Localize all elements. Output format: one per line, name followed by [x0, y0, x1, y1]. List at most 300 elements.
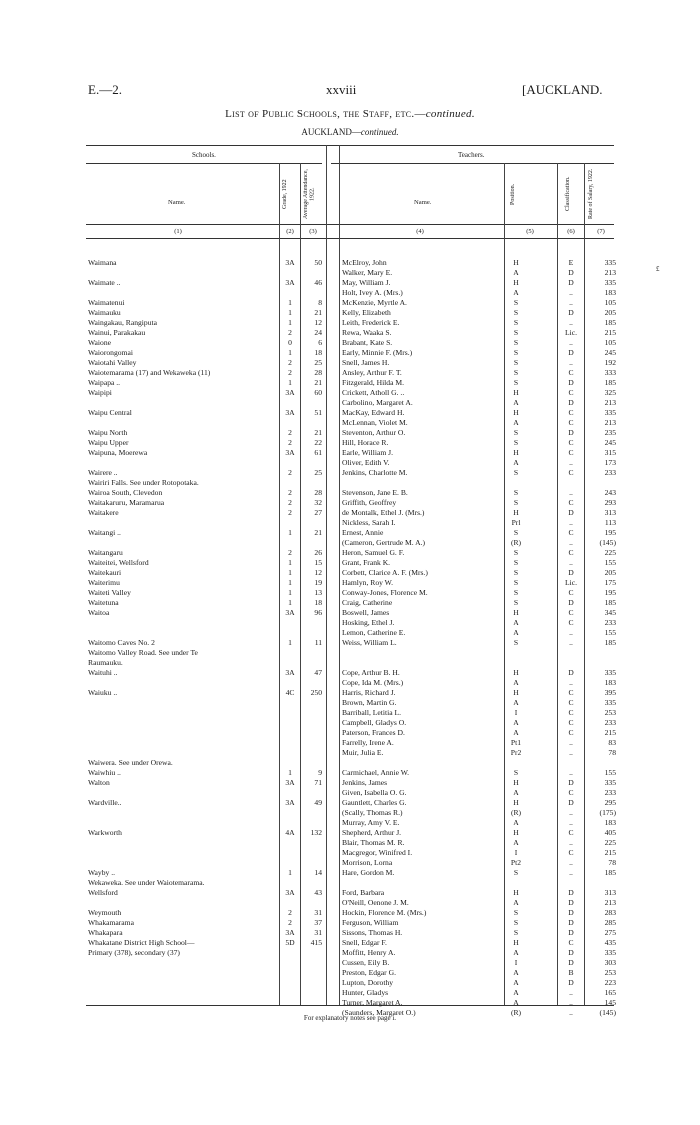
classification-header: Classification.	[565, 176, 571, 212]
attendance-header: Average Attendance, 1922.	[303, 169, 316, 219]
position-cell: S	[513, 348, 519, 357]
position-cell: H	[513, 828, 519, 837]
table-row	[0, 418, 700, 428]
classification-cell: C	[568, 468, 574, 477]
teacher-name-cell: Fitzgerald, Hilda M.	[342, 378, 405, 387]
salary-cell: 183	[604, 288, 616, 297]
table-row	[0, 568, 700, 578]
grade-cell: 3A	[285, 408, 295, 417]
classification-cell: ..	[569, 748, 573, 757]
teacher-name-cell: Carmichael, Annie W.	[342, 768, 410, 777]
grade-cell: 1	[288, 348, 292, 357]
salary-cell: 223	[604, 978, 616, 987]
teacher-name-cell: Snell, Edgar F.	[342, 938, 387, 947]
teacher-name-cell: Cussen, Eily B.	[342, 958, 390, 967]
position-cell: (R)	[510, 808, 522, 817]
position-cell: S	[513, 318, 519, 327]
teacher-name-cell: (Cameron, Gertrude M. A.)	[342, 538, 426, 547]
table-row	[0, 738, 700, 748]
teacher-name-cell: Murray, Amy V. E.	[342, 818, 400, 827]
salary-cell: 205	[604, 308, 616, 317]
classification-cell: ..	[569, 818, 573, 827]
school-name-cell: Whakatane District High School—	[88, 938, 195, 947]
school-name-cell: Waiwera. See under Orewa.	[88, 758, 173, 767]
attendance-cell: 18	[314, 598, 322, 607]
classification-cell: ..	[569, 1008, 573, 1017]
salary-cell: 275	[604, 928, 616, 937]
attendance-cell: 28	[314, 488, 322, 497]
salary-header: Rate of Salary, 1922.	[588, 168, 594, 220]
classification-cell: C	[568, 548, 574, 557]
teacher-name-cell: Hamlyn, Roy W.	[342, 578, 394, 587]
grade-cell: 1	[288, 768, 292, 777]
salary-cell: 233	[604, 788, 616, 797]
position-cell: (R)	[510, 538, 522, 547]
table-row	[0, 558, 700, 568]
school-name-cell: Warkworth	[88, 828, 122, 837]
table-row	[0, 728, 700, 738]
school-name-cell: Waipipi	[88, 388, 112, 397]
teacher-name-cell: Earle, William J.	[342, 448, 394, 457]
teacher-name-cell: McElroy, John	[342, 258, 387, 267]
teacher-name-cell: Hare, Gordon M.	[342, 868, 395, 877]
position-cell: H	[513, 608, 519, 617]
teacher-name-cell: Jenkins, Charlotte M.	[342, 468, 408, 477]
table-row	[0, 578, 700, 588]
classification-cell: C	[568, 438, 574, 447]
grade-cell: 2	[288, 548, 292, 557]
table-row	[0, 888, 700, 898]
table-row	[0, 828, 700, 838]
teacher-name-cell: McKenzie, Myrtle A.	[342, 298, 407, 307]
salary-cell: 335	[604, 258, 616, 267]
teacher-name-cell: Preston, Edgar G.	[342, 968, 396, 977]
table-row	[0, 748, 700, 758]
salary-cell: 192	[604, 358, 616, 367]
attendance-cell: 13	[314, 588, 322, 597]
position-cell: S	[513, 598, 519, 607]
position-cell: S	[513, 868, 519, 877]
classification-cell: C	[568, 408, 574, 417]
attendance-cell: 26	[314, 548, 322, 557]
attendance-cell: 60	[314, 388, 322, 397]
salary-cell: 325	[604, 388, 616, 397]
teacher-name-cell: Morrison, Lorna	[342, 858, 393, 867]
teacher-name-cell: Hockin, Florence M. (Mrs.)	[342, 908, 427, 917]
classification-cell: ..	[569, 458, 573, 467]
school-name-cell: Wekaweka. See under Waiotemarama.	[88, 878, 205, 887]
salary-cell: (145)	[599, 1008, 616, 1017]
column-number-top-rule	[86, 224, 614, 225]
salary-cell: 233	[604, 718, 616, 727]
classification-cell: D	[568, 778, 574, 787]
table-row	[0, 818, 700, 828]
classification-cell: ..	[569, 318, 573, 327]
position-cell: S	[513, 468, 519, 477]
column-number: (5)	[526, 228, 534, 235]
classification-cell: ..	[569, 738, 573, 747]
school-name-cell: Walton	[88, 778, 110, 787]
salary-cell: 313	[604, 508, 616, 517]
salary-cell: 155	[604, 768, 616, 777]
teacher-name-cell: Carbolino, Margaret A.	[342, 398, 413, 407]
classification-cell: C	[568, 368, 574, 377]
classification-cell: C	[568, 388, 574, 397]
salary-cell: 335	[604, 948, 616, 957]
school-name-cell: Waiotahi Valley	[88, 358, 137, 367]
salary-cell: 145	[604, 998, 616, 1007]
teacher-name-cell: Griffith, Geoffrey	[342, 498, 397, 507]
position-cell: S	[513, 308, 519, 317]
salary-cell: 333	[604, 368, 616, 377]
position-cell: S	[513, 768, 519, 777]
salary-cell: 215	[604, 328, 616, 337]
page-title-continued: continued.	[425, 108, 475, 120]
position-cell: A	[513, 788, 519, 797]
school-name-cell: Whakamarama	[88, 918, 134, 927]
position-cell: S	[513, 638, 519, 647]
table-row	[0, 868, 700, 878]
classification-cell: D	[568, 398, 574, 407]
table-row	[0, 938, 700, 948]
position-cell: A	[513, 728, 519, 737]
salary-cell: 175	[604, 578, 616, 587]
classification-cell: D	[568, 428, 574, 437]
attendance-cell: 12	[314, 318, 322, 327]
position-cell: A	[513, 288, 519, 297]
salary-cell: 205	[604, 568, 616, 577]
table-row	[0, 978, 700, 988]
classification-cell: D	[568, 378, 574, 387]
grade-header: Grade, 1922	[282, 179, 288, 209]
attendance-cell: 61	[314, 448, 322, 457]
school-name-cell: Waitakere	[88, 508, 119, 517]
position-cell: Pt1	[510, 738, 522, 747]
classification-cell: D	[568, 268, 574, 277]
position-cell: Prl	[511, 518, 521, 527]
salary-cell: 215	[604, 728, 616, 737]
teacher-name-cell: Walker, Mary E.	[342, 268, 393, 277]
teacher-name-cell: Stevenson, Jane E. B.	[342, 488, 408, 497]
column-number: (3)	[309, 228, 317, 235]
grade-cell: 4C	[285, 688, 295, 697]
table-row	[0, 508, 700, 518]
teacher-name-cell: Turner, Margaret A.	[342, 998, 403, 1007]
table-row	[0, 878, 700, 888]
classification-cell: ..	[569, 988, 573, 997]
position-cell: A	[513, 718, 519, 727]
classification-cell: C	[568, 938, 574, 947]
position-cell: A	[513, 618, 519, 627]
table-row	[0, 278, 700, 288]
teacher-name-cell: Crickett, Atholl G. ..	[342, 388, 405, 397]
school-name-cell: Waitakaruru, Maramarua	[88, 498, 165, 507]
column-number: (1)	[174, 228, 182, 235]
salary-cell: 83	[608, 738, 616, 747]
teacher-name-cell: Conway-Jones, Florence M.	[342, 588, 428, 597]
classification-cell: D	[568, 798, 574, 807]
attendance-cell: 31	[314, 908, 322, 917]
attendance-cell: 21	[314, 528, 322, 537]
grade-cell: 3A	[285, 778, 295, 787]
position-cell: S	[513, 498, 519, 507]
grade-cell: 3A	[285, 258, 295, 267]
salary-cell: 335	[604, 278, 616, 287]
attendance-cell: 27	[314, 508, 322, 517]
position-cell: S	[513, 908, 519, 917]
table-row	[0, 648, 700, 658]
classification-cell: B	[568, 968, 574, 977]
attendance-cell: 18	[314, 348, 322, 357]
classification-cell: D	[568, 928, 574, 937]
salary-cell: 155	[604, 628, 616, 637]
position-cell: S	[513, 488, 519, 497]
column-number: (2)	[286, 228, 294, 235]
teacher-name-cell: Paterson, Frances D.	[342, 728, 405, 737]
classification-cell: C	[568, 828, 574, 837]
column-number: (7)	[597, 228, 605, 235]
salary-cell: 315	[604, 448, 616, 457]
salary-cell: 335	[604, 698, 616, 707]
table-row	[0, 988, 700, 998]
school-name-cell: Waitangaru	[88, 548, 123, 557]
salary-cell: 295	[604, 798, 616, 807]
salary-cell: 225	[604, 838, 616, 847]
teacher-name-cell: Lemon, Catherine E.	[342, 628, 406, 637]
grade-cell: 2	[288, 508, 292, 517]
page-reference: E.—2.	[88, 82, 122, 97]
table-row	[0, 338, 700, 348]
classification-cell: D	[568, 958, 574, 967]
attendance-cell: 96	[314, 608, 322, 617]
page-subtitle-continued: continued.	[360, 127, 399, 137]
teacher-name-cell: Nickless, Sarah I.	[342, 518, 396, 527]
attendance-cell: 50	[314, 258, 322, 267]
school-name-cell: Waiuku ..	[88, 688, 118, 697]
teacher-name-cell: Hunter, Gladys	[342, 988, 389, 997]
classification-cell: ..	[569, 488, 573, 497]
teacher-name-cell: Steventon, Arthur O.	[342, 428, 406, 437]
teacher-name-cell: Blair, Thomas M. R.	[342, 838, 405, 847]
position-cell: S	[513, 528, 519, 537]
grade-cell: 2	[288, 358, 292, 367]
position-cell: S	[513, 328, 519, 337]
salary-cell: 283	[604, 908, 616, 917]
grade-cell: 2	[288, 908, 292, 917]
table-row	[0, 658, 700, 668]
school-name-cell: Waipuna, Moerewa	[88, 448, 148, 457]
teacher-name-cell: Holt, Ivey A. (Mrs.)	[342, 288, 403, 297]
table-row	[0, 668, 700, 678]
school-name-cell: Waitoa	[88, 608, 110, 617]
attendance-cell: 415	[310, 938, 322, 947]
classification-cell: ..	[569, 678, 573, 687]
classification-cell: C	[568, 418, 574, 427]
salary-cell: 113	[604, 518, 616, 527]
table-row	[0, 308, 700, 318]
salary-cell: 243	[604, 488, 616, 497]
attendance-cell: 15	[314, 558, 322, 567]
attendance-cell: 47	[314, 668, 322, 677]
position-cell: A	[513, 458, 519, 467]
classification-cell: C	[568, 618, 574, 627]
grade-cell: 1	[288, 588, 292, 597]
grade-cell: 2	[288, 368, 292, 377]
classification-cell: C	[568, 498, 574, 507]
table-row	[0, 408, 700, 418]
classification-cell: ..	[569, 768, 573, 777]
table-row	[0, 838, 700, 848]
school-name-cell: Waitomo Valley Road. See under Te	[88, 648, 198, 657]
classification-cell: ..	[569, 518, 573, 527]
position-header: Position.	[510, 183, 516, 205]
teacher-name-cell: Given, Isabella O. G.	[342, 788, 407, 797]
attendance-cell: 25	[314, 358, 322, 367]
page-subtitle-main: AUCKLAND—	[301, 127, 361, 137]
classification-cell: D	[568, 978, 574, 987]
teacher-name-cell: Rewa, Waaka S.	[342, 328, 392, 337]
column-number-bottom-rule	[86, 238, 614, 239]
grade-cell: 1	[288, 868, 292, 877]
teacher-name-cell: MacKay, Edward H.	[342, 408, 405, 417]
position-cell: A	[513, 948, 519, 957]
grade-cell: 3A	[285, 608, 295, 617]
school-name-cell: Waitetuna	[88, 598, 119, 607]
table-row	[0, 768, 700, 778]
table-row	[0, 798, 700, 808]
classification-cell: ..	[569, 558, 573, 567]
teacher-name-cell: de Montalk, Ethel J. (Mrs.)	[342, 508, 425, 517]
classification-cell: C	[568, 608, 574, 617]
classification-cell: C	[568, 728, 574, 737]
salary-cell: 185	[604, 868, 616, 877]
table-row	[0, 388, 700, 398]
currency-symbol: £	[656, 265, 660, 273]
classification-cell: Lic.	[564, 578, 578, 587]
position-cell: A	[513, 818, 519, 827]
footnote: For explanatory notes see page i.	[303, 1014, 397, 1022]
teacher-name-cell: Grant, Frank K.	[342, 558, 391, 567]
attendance-cell: 21	[314, 308, 322, 317]
position-cell: A	[513, 998, 519, 1007]
attendance-cell: 132	[310, 828, 322, 837]
teacher-name-cell: Ferguson, William	[342, 918, 399, 927]
school-name-cell: Wayby ..	[88, 868, 116, 877]
position-cell: H	[513, 688, 519, 697]
salary-cell: 435	[604, 938, 616, 947]
column-number: (6)	[567, 228, 575, 235]
school-name-cell: Waipu Upper	[88, 438, 129, 447]
table-row	[0, 438, 700, 448]
position-cell: A	[513, 268, 519, 277]
table-row	[0, 318, 700, 328]
school-name-cell: Waiteti Valley	[88, 588, 131, 597]
classification-cell: D	[568, 668, 574, 677]
position-cell: S	[513, 568, 519, 577]
position-cell: H	[513, 778, 519, 787]
school-name-cell: Waipu Central	[88, 408, 132, 417]
teacher-name-cell: Hosking, Ethel J.	[342, 618, 395, 627]
grade-cell: 3A	[285, 928, 295, 937]
salary-cell: 78	[608, 748, 616, 757]
school-name-cell: Wairiri Falls. See under Rotopotaka.	[88, 478, 199, 487]
school-name-cell: Raumauku.	[88, 658, 123, 667]
salary-cell: 185	[604, 318, 616, 327]
grade-cell: 1	[288, 638, 292, 647]
salary-cell: 233	[604, 618, 616, 627]
teacher-name-cell: Barriball, Letitia L.	[342, 708, 402, 717]
teacher-name-cell: Early, Minnie F. (Mrs.)	[342, 348, 413, 357]
school-name-cell: Waitekauri	[88, 568, 122, 577]
position-cell: S	[513, 588, 519, 597]
grade-cell: 2	[288, 498, 292, 507]
attendance-cell: 14	[314, 868, 322, 877]
classification-cell: ..	[569, 638, 573, 647]
school-name-cell: Waitangi ..	[88, 528, 121, 537]
classification-cell: D	[568, 508, 574, 517]
grade-cell: 1	[288, 578, 292, 587]
salary-cell: (175)	[599, 808, 616, 817]
teacher-name-cell: Farrelly, Irene A.	[342, 738, 394, 747]
attendance-cell: 51	[314, 408, 322, 417]
teacher-name-cell: Corbett, Clarice A. F. (Mrs.)	[342, 568, 428, 577]
salary-cell: 195	[604, 528, 616, 537]
page-number: xxviii	[326, 82, 357, 97]
classification-cell: C	[568, 588, 574, 597]
table-row	[0, 268, 700, 278]
school-name-cell: Waingakau, Rangiputa	[88, 318, 157, 327]
classification-cell: D	[568, 568, 574, 577]
attendance-cell: 12	[314, 568, 322, 577]
table-row	[0, 488, 700, 498]
table-row	[0, 518, 700, 528]
teacher-name-cell: Muir, Julia E.	[342, 748, 384, 757]
position-cell: (R)	[510, 1008, 522, 1017]
classification-cell: ..	[569, 868, 573, 877]
teacher-name-header: Name.	[414, 199, 432, 206]
salary-cell: 213	[604, 418, 616, 427]
classification-cell: ..	[569, 838, 573, 847]
table-row	[0, 698, 700, 708]
table-row	[0, 788, 700, 798]
grade-cell: 1	[288, 298, 292, 307]
school-name-cell: Primary (378), secondary (37)	[88, 948, 180, 957]
position-cell: I	[514, 848, 518, 857]
teacher-name-cell: (Saunders, Margaret O.)	[342, 1008, 416, 1017]
region-heading: [AUCKLAND.	[522, 82, 603, 97]
classification-cell: D	[568, 888, 574, 897]
attendance-cell: 6	[318, 338, 322, 347]
salary-cell: 303	[604, 958, 616, 967]
grade-cell: 3A	[285, 448, 295, 457]
teacher-name-cell: Campbell, Gladys O.	[342, 718, 407, 727]
grade-cell: 1	[288, 378, 292, 387]
salary-cell: 165	[604, 988, 616, 997]
school-name-cell: Weymouth	[88, 908, 122, 917]
table-row	[0, 288, 700, 298]
grade-cell: 1	[288, 318, 292, 327]
school-name-cell: Wardville..	[88, 798, 122, 807]
grade-cell: 0	[288, 338, 292, 347]
teacher-name-cell: Snell, James H.	[342, 358, 390, 367]
salary-cell: 313	[604, 888, 616, 897]
classification-cell: ..	[569, 288, 573, 297]
classification-cell: C	[568, 708, 574, 717]
attendance-cell: 19	[314, 578, 322, 587]
teacher-name-cell: Craig, Catherine	[342, 598, 393, 607]
school-name-cell: Waiorongomai	[88, 348, 133, 357]
salary-cell: 185	[604, 598, 616, 607]
